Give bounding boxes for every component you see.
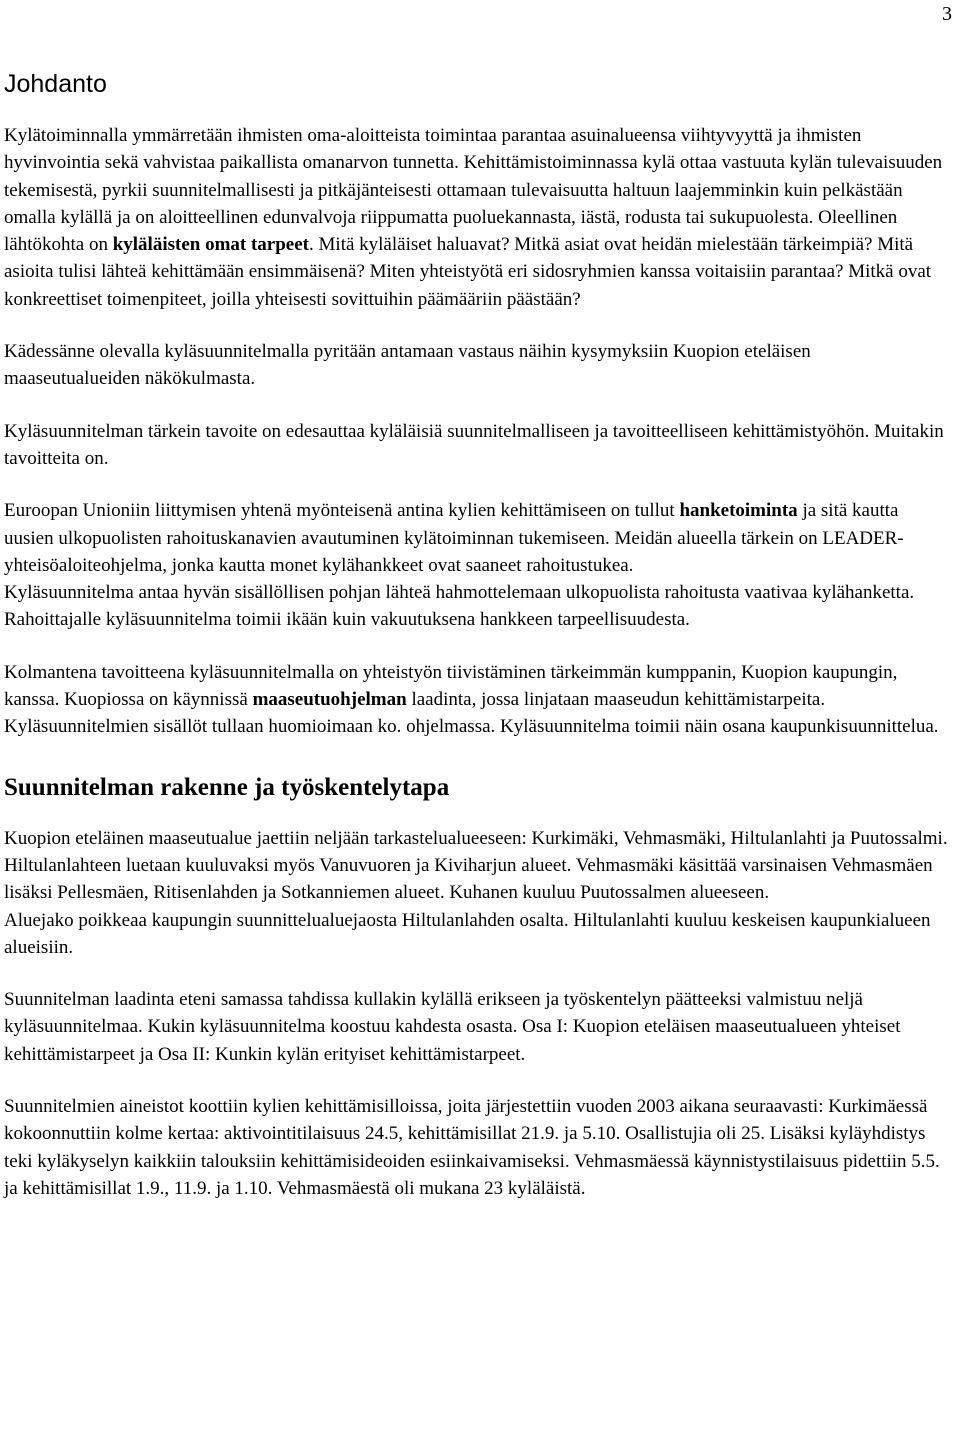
section-heading-structure: Suunnitelman rakenne ja työskentelytapa [4, 773, 450, 801]
intro-paragraph-1 [4, 122, 950, 313]
bold-text-run: hanketoiminta [679, 500, 798, 522]
intro-paragraph-2: Kädessänne olevalla kyläsuunnitelmalla pyritään antamaan vastaus näihin kysymyksiin Kuopion eteläisen maaseutualueiden näkökulmasta. [4, 341, 811, 390]
intro-paragraph-6 [4, 659, 950, 741]
text-run: ja sitä kautta uusien ulkopuolisten rahoituskanavien avautuminen kylätoiminnan tukemiseen. Meidän alueella tärkein on LEADER-yhteisöaloiteohjelma, jonka kautta monet kylähankkeet ovat saaneet rahoitustukea. [4, 500, 904, 576]
text-run: Euroopan Unioniin liittymisen yhtenä myönteisenä antina kylien kehittämiseen on tullut [4, 500, 680, 522]
page-number: 3 [942, 3, 952, 25]
structure-paragraph-4: Suunnitelmien aineistot koottiin kylien kehittämisilloissa, joita järjestettiin vuoden 2003 aikana seuraavasti: Kurkimäessä kokoonnuttiin kolme kertaa: aktivointitilaisuus 24.5, kehittämisillat 21.9. ja 5.10. Osallistujia oli 25. Lisäksi kyläyhdistys teki kyläkyselyn kaikkiin talouksiin kehittämisideoiden esiinkaivamiseksi. Vehmasmäessä käynnistystilaisuus pidettiin 5.5. ja kehittämisillat 1.9., 11.9. ja 1.10. Vehmasmäestä oli mukana 23 kyläläistä. [4, 1096, 940, 1199]
intro-paragraph-4 [4, 497, 950, 579]
structure-paragraph-3: Suunnitelman laadinta eteni samassa tahdissa kullakin kylällä erikseen ja työskentelyn päätteeksi valmistuu neljä kyläsuunnitelmaa. Kukin kyläsuunnitelma koostuu kahdesta osasta. Osa I: Kuopion eteläisen maaseutualueen yhteiset kehittämistarpeet ja Osa II: Kunkin kylän erityiset kehittämistarpeet. [4, 989, 901, 1065]
text-run: Kolmantena tavoitteena kyläsuunnitelmalla on yhteistyön tiivistäminen tärkeimmän kumppanin, Kuopion kaupungin, kanssa. Kuopiossa on käynnissä [4, 661, 898, 711]
bold-text-run: maaseutuohjelman [252, 689, 407, 711]
bold-text-run: kyläläisten omat tarpeet [112, 234, 310, 256]
text-run: . Mitä kyläläiset haluavat? Mitkä asiat ovat heidän mielestään tärkeimpiä? Mitä asioita tulisi lähteä kehittämään ensimmäisenä? Miten yhteistyötä eri sidosryhmien kanssa voitaisiin parantaa? Mitkä ovat konkreettiset toimenpiteet, joilla yhteisesti sovittuihin päämääriin päästään? [4, 234, 932, 310]
text-run: laadinta, jossa linjataan maaseudun kehittämistarpeita. Kyläsuunnitelmien sisällöt tullaan huomioimaan ko. ohjelmassa. Kyläsuunnitelma toimii näin osana kaupunkisuunnittelua. [4, 689, 939, 738]
structure-paragraph-1: Kuopion eteläinen maaseutualue jaettiin neljään tarkastelualueeseen: Kurkimäki, Vehmasmäki, Hiltulanlahti ja Puutossalmi. Hiltulanlahteen luetaan kuuluvaksi myös Vanuvuoren ja Kiviharjun alueet. Vehmasmäki käsittää varsinaisen Vehmasmäen lisäksi Pellesmäen, Ritisenlahden ja Sotkanniemen alueet. Kuhanen kuuluu Puutossalmen alueeseen. [4, 827, 948, 904]
text-run: Kylätoiminnalla ymmärretään ihmisten oma-aloitteista toimintaa parantaa asuinalueensa viihtyvyyttä ja ihmisten hyvinvointia sekä vahvistaa paikallista omanarvon tunnetta. Kehittämistoiminnassa kylä ottaa vastuuta kylän tulevaisuuden tekemisestä, pyrkii suunnitelmallisesti ja pitkäjänteisesti ottamaan tulevaisuutta haltuun laajemminkin kuin pelkästään omalla kylällä ja on aloitteellinen edunvalvoja riippumatta puoluekannasta, iästä, rodusta tai sukupuolesta. Oleellinen lähtökohta on [4, 125, 943, 256]
structure-paragraph-2: Aluejako poikkeaa kaupungin suunnittelualuejaosta Hiltulanlahden osalta. Hiltulanlahti kuuluu keskeisen kaupunkialueen alueisiin. [4, 909, 931, 958]
section-heading-intro: Johdanto [4, 70, 107, 98]
intro-paragraph-5: Kyläsuunnitelma antaa hyvän sisällöllisen pohjan lähteä hahmottelemaan ulkopuolista rahoitusta vaativaa kylähanketta. Rahoittajalle kyläsuunnitelma toimii ikään kuin vakuutuksena hankkeen tarpeellisuudesta. [4, 582, 915, 631]
document-body [4, 62, 950, 1202]
intro-paragraph-3: Kyläsuunnitelman tärkein tavoite on edesauttaa kyläläisiä suunnitelmalliseen ja tavoitteelliseen kehittämistyöhön. Muitakin tavoitteita on. [4, 420, 944, 469]
